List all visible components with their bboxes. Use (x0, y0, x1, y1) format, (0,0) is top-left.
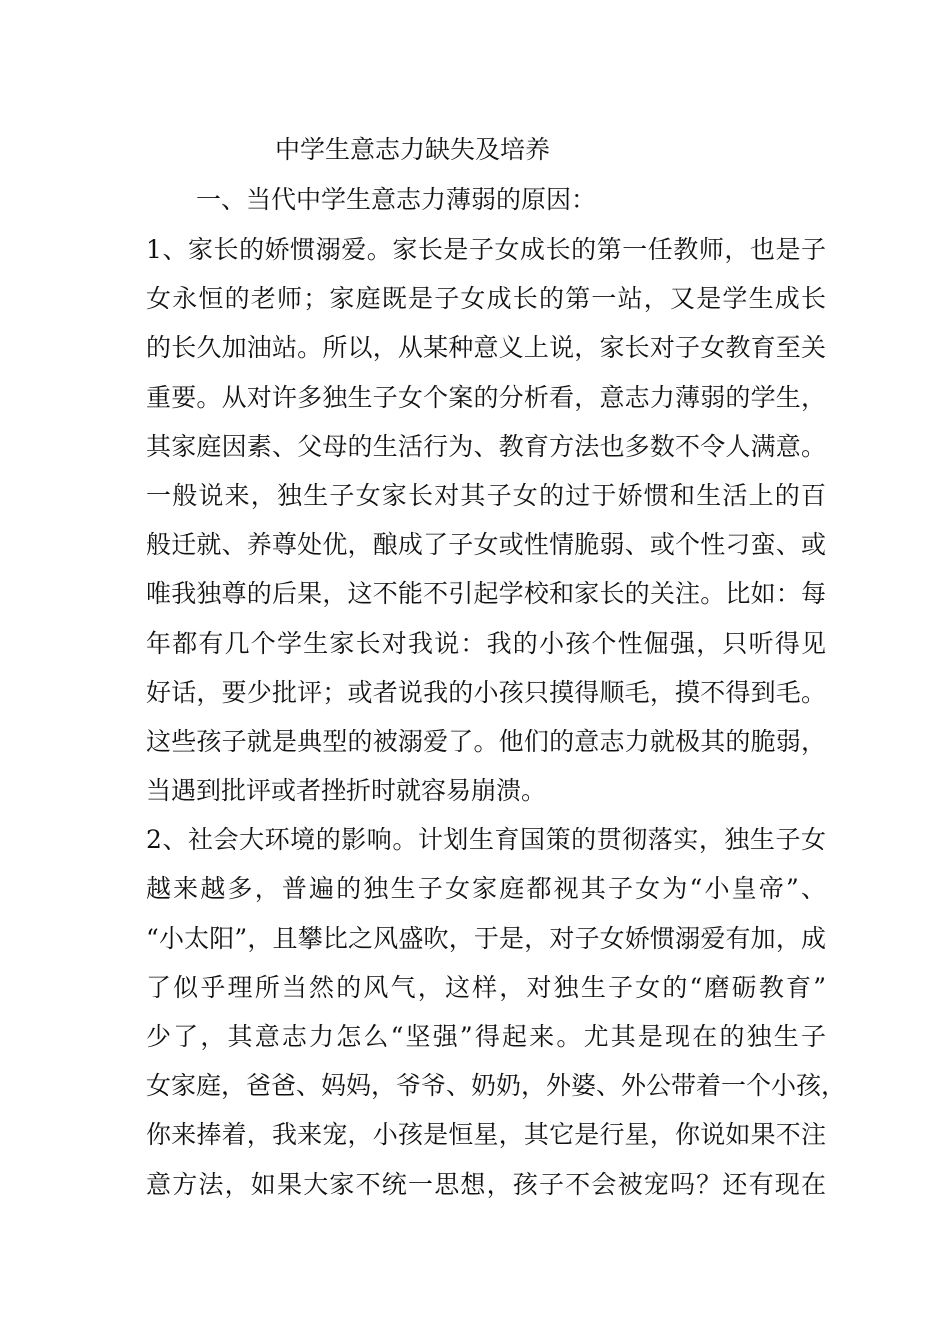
text-line: 2、社会大环境的影响。计划生育国策的贯彻落实，独生子女 (146, 825, 826, 855)
text-line: 重要。从对许多独生子女个案的分析看，意志力薄弱的学生， (146, 382, 826, 412)
text-line: 这些孩子就是典型的被溺爱了。他们的意志力就极其的脆弱， (146, 726, 826, 756)
document-title: 中学生意志力缺失及培养 (275, 135, 551, 164)
text-line: 唯我独尊的后果，这不能不引起学校和家长的关注。比如：每 (146, 579, 826, 609)
section-heading: 一、当代中学生意志力薄弱的原因： (196, 185, 597, 214)
body-text (146, 230, 847, 1214)
text-line: 越来越多，普遍的独生子女家庭都视其子女为“小皇帝”、 (146, 874, 826, 904)
text-line: 了似乎理所当然的风气，这样，对独生子女的“磨砺教育” (146, 972, 826, 1002)
text-line: 女家庭，爸爸、妈妈，爷爷、奶奶，外婆、外公带着一个小孩， (146, 1071, 847, 1101)
text-line: 年都有几个学生家长对我说：我的小孩个性倔强，只听得见 (146, 628, 826, 658)
text-line: 其家庭因素、父母的生活行为、教育方法也多数不令人满意。 (146, 431, 826, 461)
text-line: “小太阳”，且攀比之风盛吹，于是，对子女娇惯溺爱有加，成 (146, 923, 826, 953)
text-line: 1、家长的娇惯溺爱。家长是子女成长的第一任教师，也是子 (146, 235, 826, 264)
text-line: 的长久加油站。所以，从某种意义上说，家长对子女教育至关 (146, 333, 826, 363)
text-line: 一般说来，独生子女家长对其子女的过于娇惯和生活上的百 (146, 480, 826, 510)
text-line: 你来捧着，我来宠，小孩是恒星，其它是行星，你说如果不注 (146, 1120, 826, 1150)
paragraph-1 (146, 230, 826, 820)
paragraph-2 (146, 820, 847, 1214)
text-line: 女永恒的老师；家庭既是子女成长的第一站，又是学生成长 (146, 284, 826, 314)
text-line: 当遇到批评或者挫折时就容易崩溃。 (146, 776, 547, 806)
text-line: 好话，要少批评；或者说我的小孩只摸得顺毛，摸不得到毛。 (146, 677, 826, 707)
text-line: 意方法，如果大家不统一思想，孩子不会被宠吗？还有现在 (146, 1169, 826, 1199)
text-line: 少了，其意志力怎么“坚强”得起来。尤其是现在的独生子 (146, 1022, 826, 1051)
text-line: 般迁就、养尊处优，酿成了子女或性情脆弱、或个性刁蛮、或 (146, 530, 826, 560)
